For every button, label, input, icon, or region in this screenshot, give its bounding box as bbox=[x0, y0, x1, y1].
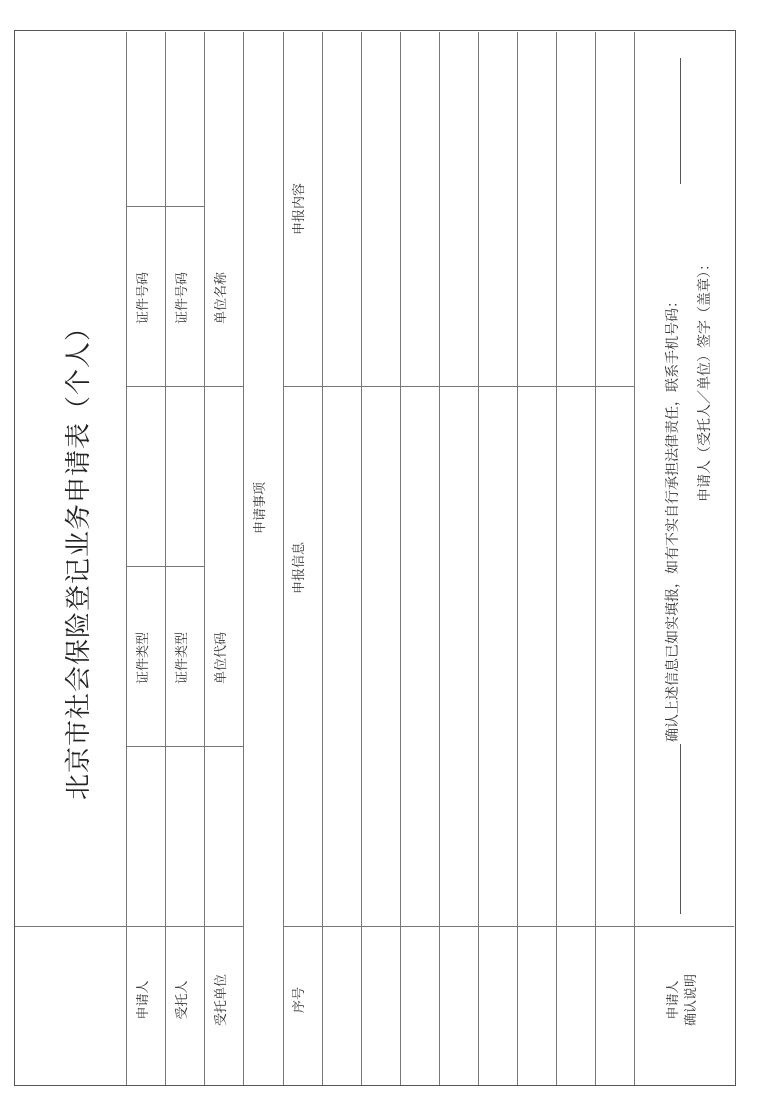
confirm-label-line2: 确认说明 bbox=[684, 974, 699, 1027]
row-divider bbox=[595, 32, 596, 1085]
form-title: 北京市社会保险登记业务申请表（个人） bbox=[64, 314, 94, 801]
row-divider bbox=[283, 32, 284, 1085]
label-unit-code: 单位代码 bbox=[214, 632, 229, 685]
row-divider bbox=[634, 32, 635, 1085]
col-divider bbox=[634, 926, 734, 927]
label-id-number: 证件号码 bbox=[136, 272, 151, 325]
label-applicant: 申请人 bbox=[136, 980, 151, 1020]
row-divider bbox=[556, 32, 557, 1085]
row-divider bbox=[204, 32, 205, 1085]
col-divider bbox=[283, 386, 634, 387]
label-id-number-2: 证件号码 bbox=[175, 272, 190, 325]
form-table bbox=[14, 30, 736, 1086]
col-divider bbox=[15, 926, 243, 927]
label-info: 申报信息 bbox=[292, 542, 307, 595]
row-divider bbox=[126, 32, 127, 1085]
confirm-signature: 申请人（受托人／单位）签字（盖章）： bbox=[697, 257, 713, 502]
label-id-type-2: 证件类型 bbox=[175, 632, 190, 685]
label-id-type: 证件类型 bbox=[136, 632, 151, 685]
label-seq: 序号 bbox=[292, 987, 307, 1014]
phone-underline bbox=[680, 58, 681, 184]
row-divider bbox=[439, 32, 440, 1085]
label-unit-name: 单位名称 bbox=[214, 272, 229, 325]
row-divider bbox=[322, 32, 323, 1085]
row-divider bbox=[478, 32, 479, 1085]
row-divider bbox=[361, 32, 362, 1085]
row-divider bbox=[243, 32, 244, 1085]
label-content: 申报内容 bbox=[292, 183, 307, 236]
confirm-label-line1: 申请人 bbox=[666, 980, 681, 1020]
label-trustee: 受托人 bbox=[175, 980, 190, 1020]
confirm-statement: 确认上述信息已如实填报，如有不实自行承担法律责任，联系手机号码： bbox=[665, 294, 681, 742]
col-divider bbox=[126, 206, 204, 207]
section-heading: 申请事项 bbox=[253, 482, 268, 535]
row-divider bbox=[400, 32, 401, 1085]
name-underline bbox=[680, 744, 681, 914]
col-divider bbox=[126, 566, 204, 567]
row-divider bbox=[517, 32, 518, 1085]
label-trustee-unit: 受托单位 bbox=[214, 974, 229, 1027]
row-divider bbox=[165, 32, 166, 1085]
